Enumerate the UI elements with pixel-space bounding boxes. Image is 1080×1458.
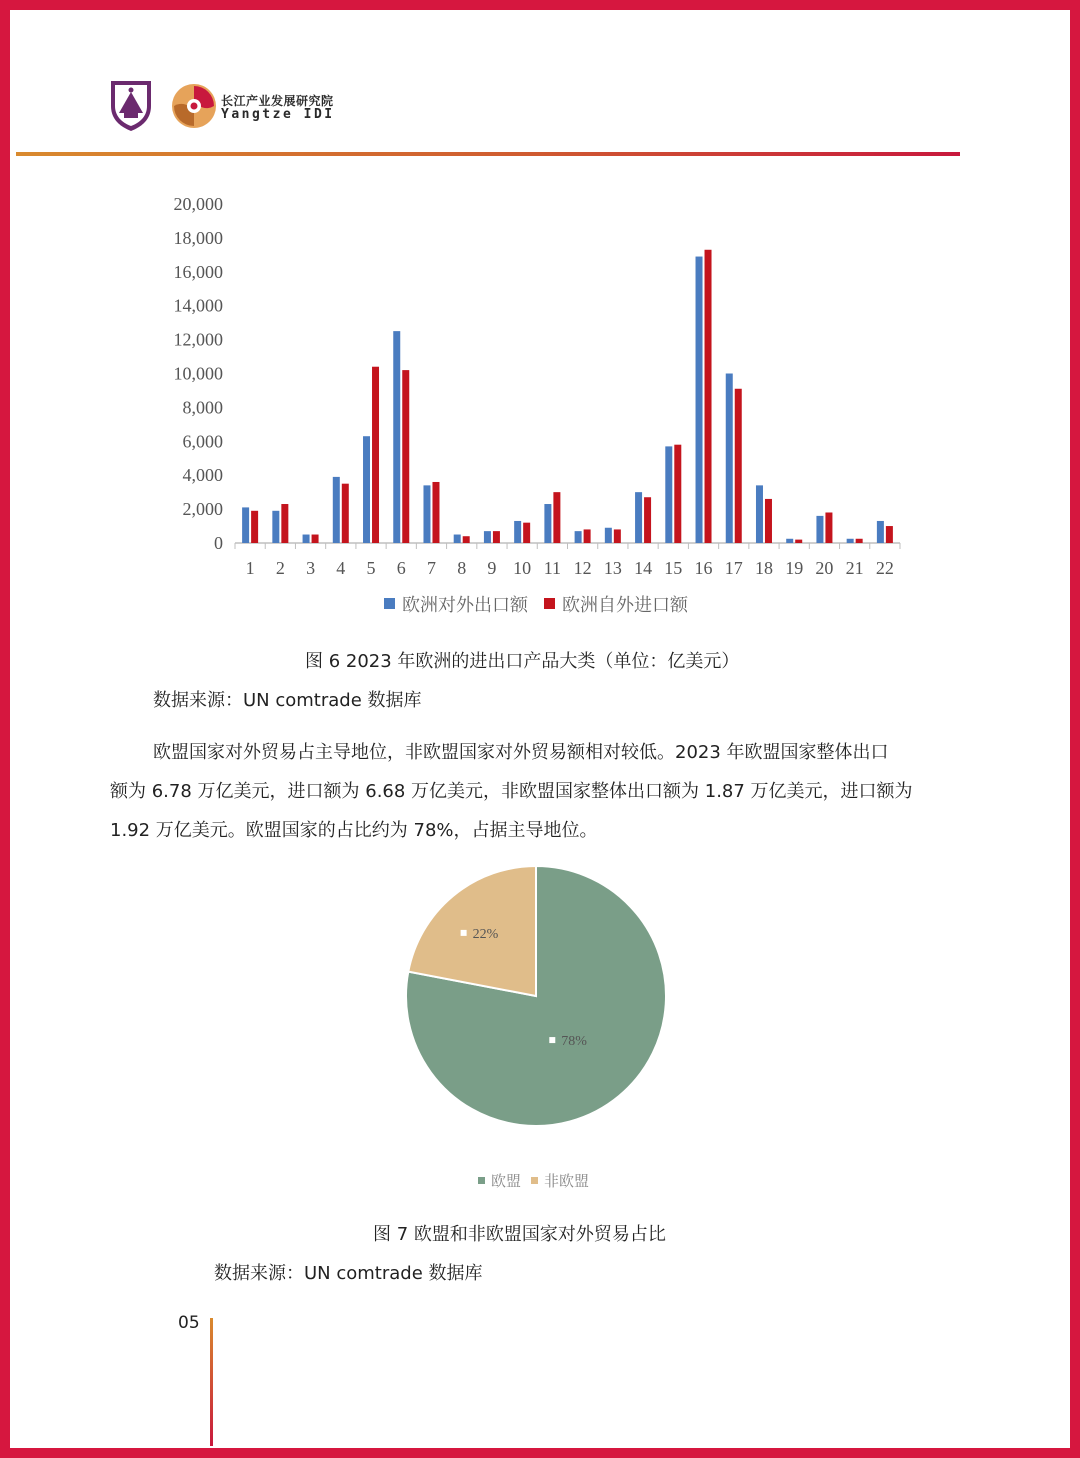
slice-label-marker — [460, 929, 468, 937]
legend-label-export: 欧洲对外出口额 — [402, 595, 528, 615]
legend-swatch-eu — [478, 1177, 485, 1184]
bar-export — [393, 331, 400, 543]
x-tick-label: 9 — [487, 558, 497, 578]
bar-import — [735, 389, 742, 543]
legend-swatch-export — [384, 598, 395, 609]
bar-export — [272, 511, 279, 543]
bar-import — [705, 250, 712, 543]
y-tick-label: 0 — [214, 533, 223, 553]
y-tick-label: 8,000 — [182, 397, 223, 418]
bar-export — [514, 521, 521, 543]
y-tick-label: 14,000 — [173, 295, 223, 316]
bar-import — [584, 529, 591, 543]
bar-export — [877, 521, 884, 543]
bar-export — [575, 531, 582, 543]
trade-category-bar-chart — [140, 190, 940, 630]
figure6-caption: 图 6 2023 年欧洲的进出口产品大类（单位：亿美元） — [305, 651, 740, 672]
bar-export — [423, 485, 430, 543]
page-header — [108, 78, 348, 134]
x-tick-label: 1 — [245, 558, 255, 578]
x-tick-label: 13 — [603, 558, 622, 578]
bar-import — [795, 540, 802, 543]
y-tick-label: 2,000 — [182, 499, 223, 520]
y-tick-label: 18,000 — [173, 227, 223, 248]
bar-import — [553, 492, 560, 543]
y-tick-label: 20,000 — [173, 194, 223, 214]
x-tick-label: 11 — [543, 558, 562, 578]
bar-import — [644, 497, 651, 543]
paragraph-line-1: 欧盟国家对外贸易占主导地位，非欧盟国家对外贸易额相对较低。2023 年欧盟国家整体出口 — [153, 742, 889, 763]
bar-export — [786, 539, 793, 543]
figure6-source: 数据来源：UN comtrade 数据库 — [153, 690, 422, 711]
figure7-caption: 图 7 欧盟和非欧盟国家对外贸易占比 — [373, 1224, 666, 1245]
legend-label-non-eu: 非欧盟 — [544, 1174, 590, 1190]
slice-label-marker — [548, 1036, 556, 1044]
university-emblem-icon — [108, 78, 154, 132]
x-tick-label: 6 — [396, 558, 406, 578]
bar-export — [696, 257, 703, 543]
x-tick-label: 7 — [426, 558, 436, 578]
x-tick-label: 3 — [306, 558, 316, 578]
bar-import — [251, 511, 258, 543]
page-number: 05 — [178, 1313, 200, 1333]
legend-swatch-import — [544, 598, 555, 609]
bar-import — [523, 523, 530, 543]
x-tick-label: 4 — [336, 558, 346, 578]
bar-import — [342, 484, 349, 543]
x-tick-label: 20 — [815, 558, 834, 578]
header-divider — [16, 152, 960, 156]
legend-label-eu: 欧盟 — [491, 1174, 522, 1190]
x-tick-label: 5 — [366, 558, 376, 578]
bar-export — [756, 485, 763, 543]
x-tick-label: 22 — [875, 558, 894, 578]
y-tick-label: 6,000 — [182, 431, 223, 452]
y-tick-label: 12,000 — [173, 329, 223, 350]
slice-value-label: 22% — [472, 926, 499, 942]
brand-name-en: Yangtze IDI — [221, 107, 335, 122]
slice-value-label: 78% — [561, 1034, 587, 1050]
x-tick-label: 12 — [573, 558, 592, 578]
bar-import — [614, 529, 621, 543]
bar-import — [463, 536, 470, 543]
legend-label-import: 欧洲自外进口额 — [562, 595, 688, 615]
bar-import — [825, 512, 832, 543]
y-tick-label: 10,000 — [173, 363, 223, 384]
bar-export — [544, 504, 551, 543]
bar-export — [454, 535, 461, 543]
bar-export — [242, 507, 249, 543]
y-tick-label: 16,000 — [173, 261, 223, 282]
bar-import — [856, 539, 863, 543]
paragraph-line-2: 额为 6.78 万亿美元，进口额为 6.68 万亿美元，非欧盟国家整体出口额为 1.87 万亿美元，进口额为 — [110, 781, 913, 802]
bar-import — [312, 535, 319, 543]
bar-import — [432, 482, 439, 543]
legend-swatch-non-eu — [531, 1177, 538, 1184]
bar-export — [726, 374, 733, 544]
bar-import — [402, 370, 409, 543]
bar-import — [281, 504, 288, 543]
brand-name-cn: 长江产业发展研究院 — [221, 94, 334, 108]
bar-import — [886, 526, 893, 543]
x-tick-label: 8 — [457, 558, 467, 578]
bar-import — [765, 499, 772, 543]
x-tick-label: 18 — [754, 558, 773, 578]
page-number-bar — [210, 1318, 213, 1446]
bar-export — [363, 436, 370, 543]
bar-export — [333, 477, 340, 543]
bar-export — [665, 446, 672, 543]
x-tick-label: 2 — [275, 558, 285, 578]
bar-export — [635, 492, 642, 543]
bar-import — [372, 367, 379, 543]
bar-import — [674, 445, 681, 543]
paragraph-line-3: 1.92 万亿美元。欧盟国家的占比约为 78%，占据主导地位。 — [110, 820, 598, 841]
x-tick-label: 16 — [694, 558, 713, 578]
x-tick-label: 15 — [664, 558, 683, 578]
x-tick-label: 21 — [845, 558, 864, 578]
bar-export — [847, 539, 854, 543]
figure7-source: 数据来源：UN comtrade 数据库 — [214, 1263, 483, 1284]
y-tick-label: 4,000 — [182, 465, 223, 486]
x-tick-label: 14 — [634, 558, 653, 578]
bar-export — [484, 531, 491, 543]
x-tick-label: 10 — [513, 558, 532, 578]
bar-export — [303, 535, 310, 543]
bar-import — [493, 531, 500, 543]
eu-share-pie-chart — [390, 855, 690, 1200]
x-tick-label: 17 — [724, 558, 743, 578]
x-tick-label: 19 — [785, 558, 804, 578]
bar-export — [605, 528, 612, 543]
body-paragraph — [110, 733, 970, 850]
yangtze-logo-icon — [170, 82, 218, 130]
bar-export — [816, 516, 823, 543]
